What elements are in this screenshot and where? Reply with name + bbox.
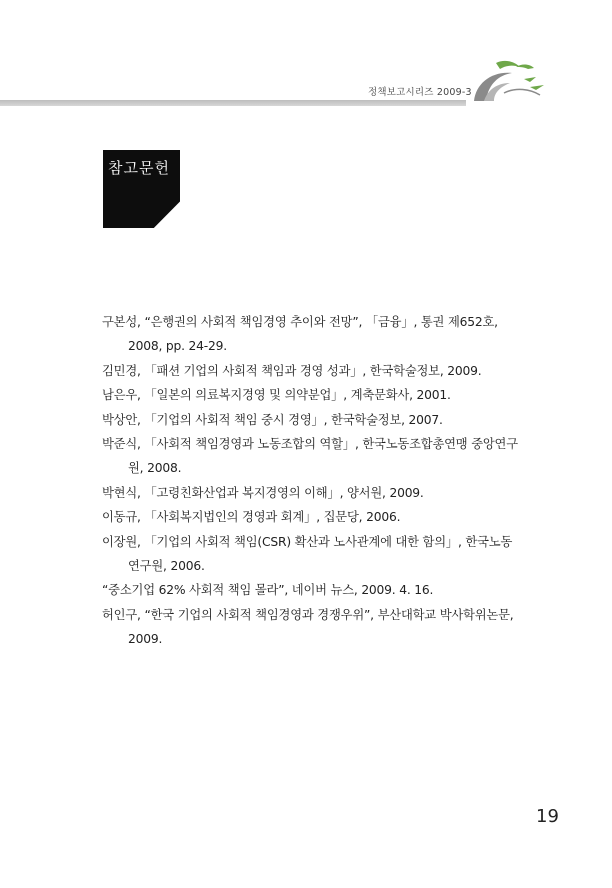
reference-item: 남은우, 「일본의 의료복지경영 및 의약분업」, 계축문화사, 2001. bbox=[102, 388, 451, 403]
header-bar bbox=[0, 100, 466, 106]
bird-wave-logo-icon bbox=[470, 55, 550, 105]
reference-item: “중소기업 62% 사회적 책임 몰라”, 네이버 뉴스, 2009. 4. 16. bbox=[102, 583, 434, 598]
reference-item: 박현식, 「고령친화산업과 복지경영의 이해」, 양서원, 2009. bbox=[102, 485, 424, 500]
page-number: 19 bbox=[536, 806, 559, 827]
reference-item: 박준식, 「사회적 책임경영과 노동조합의 역할」, 한국노동조합총연맹 중앙연구원, 2008. bbox=[102, 437, 518, 476]
reference-item: 이장원, 「기업의 사회적 책임(CSR) 확산과 노사관계에 대한 함의」, 한국노동연구원, 2006. bbox=[102, 534, 513, 574]
reference-item: 이동규, 「사회복지법인의 경영과 회계」, 집문당, 2006. bbox=[102, 510, 401, 525]
reference-list bbox=[102, 310, 522, 652]
reference-item: 허인구, “한국 기업의 사회적 책임경영과 경쟁우위”, 부산대학교 박사학위논문, 2009. bbox=[102, 607, 514, 647]
section-title: 참고문헌 bbox=[108, 159, 170, 177]
reference-item: 김민경, 「패션 기업의 사회적 책임과 경영 성과」, 한국학술정보, 2009. bbox=[102, 363, 482, 378]
series-header: 정책보고시리즈 2009-3 bbox=[368, 87, 472, 98]
reference-item: 박상안, 「기업의 사회적 책임 중시 경영」, 한국학술정보, 2007. bbox=[102, 412, 443, 427]
reference-item: 구본성, “은행권의 사회적 책임경영 추이와 전망”, 「금융」, 통권 제652호, 2008, pp. 24-29. bbox=[102, 315, 498, 354]
